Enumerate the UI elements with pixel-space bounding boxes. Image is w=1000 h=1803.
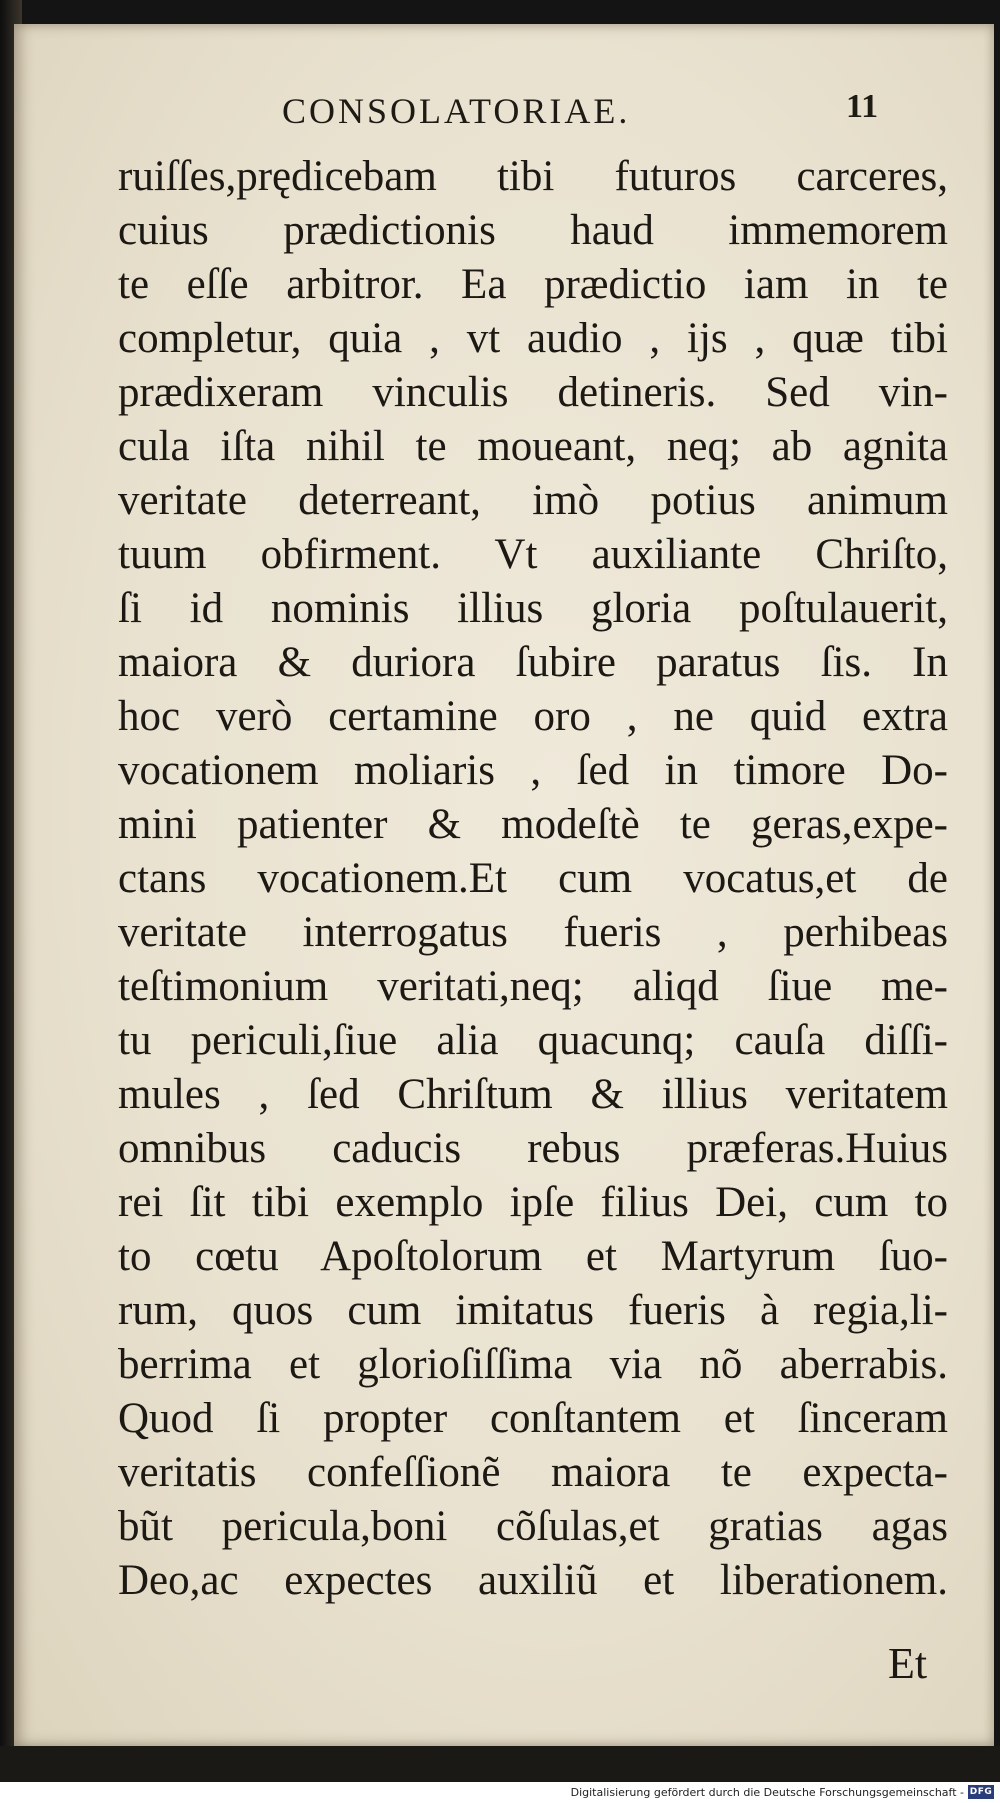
text-line: tu periculi,ſiue alia quacunq; cauſa diſſi- [118, 1017, 948, 1064]
text-line: te eſſe arbitror. Ea prædictio iam in te [118, 261, 948, 308]
text-line: teſtimonium veritati,neq; aliqd ſiue me- [118, 963, 948, 1010]
text-line: ruiſſes,prędicebam tibi futuros carceres, [118, 153, 948, 200]
digitization-credit: Digitalisierung gefördert durch die Deutsche Forschungsgemeinschaft - [570, 1786, 964, 1799]
catchword: Et [888, 1639, 928, 1688]
text-line: cula iſta nihil te moueant, neq; ab agnita [118, 423, 948, 470]
text-line: mules , ſed Chriſtum & illius veritatem [118, 1071, 948, 1118]
text-line: prædixeram vinculis detineris. Sed vin- [118, 369, 948, 416]
folio-number: 11 [846, 88, 879, 125]
text-line: bũt pericula,boni cõſulas,et gratias agas [118, 1503, 948, 1550]
text-line: rum, quos cum imitatus fueris à regia,li- [118, 1287, 948, 1334]
text-line: vocationem moliaris , ſed in timore Do- [118, 747, 948, 794]
text-line: mini patienter & modeſtè te geras,expe- [118, 801, 948, 848]
scan-bottom-band [0, 1746, 1000, 1782]
dfg-logo: DFG [969, 1787, 993, 1797]
text-line: cuius prædictionis haud immemorem [118, 207, 948, 254]
text-line: berrima et glorioſiſſima via nõ aberrabis. [118, 1341, 948, 1388]
text-line: omnibus caducis rebus præferas.Huius [118, 1125, 948, 1172]
text-line: tuum obfirment. Vt auxiliante Chriſto, [118, 531, 948, 578]
text-line: Quod ſi propter conſtantem et ſinceram [118, 1395, 948, 1442]
text-line: maiora & duriora ſubire paratus ſis. In [118, 639, 948, 686]
text-line: hoc verò certamine oro , ne quid extra [118, 693, 948, 740]
text-line: to cœtu Apoſtolorum et Martyrum ſuo- [118, 1233, 948, 1280]
running-head: CONSOLATORIAE. [282, 91, 631, 131]
text-line: completur, quia , vt audio , ijs , quæ tibi [118, 315, 948, 362]
text-line: ſi id nominis illius gloria poſtulauerit, [118, 585, 948, 632]
text-line: rei ſit tibi exemplo ipſe filius Dei, cum to [118, 1179, 948, 1226]
text-line: veritatis confeſſionẽ maiora te expecta- [118, 1449, 948, 1496]
body-text [118, 150, 948, 1608]
digitization-footer [0, 1782, 1000, 1803]
text-line: veritate deterreant, imò potius animum [118, 477, 948, 524]
text-line: Deo,ac expectes auxiliũ et liberationem. [118, 1557, 948, 1604]
text-line: veritate interrogatus fueris , perhibeas [118, 909, 948, 956]
text-line: ctans vocationem.Et cum vocatus,et de [118, 855, 948, 902]
